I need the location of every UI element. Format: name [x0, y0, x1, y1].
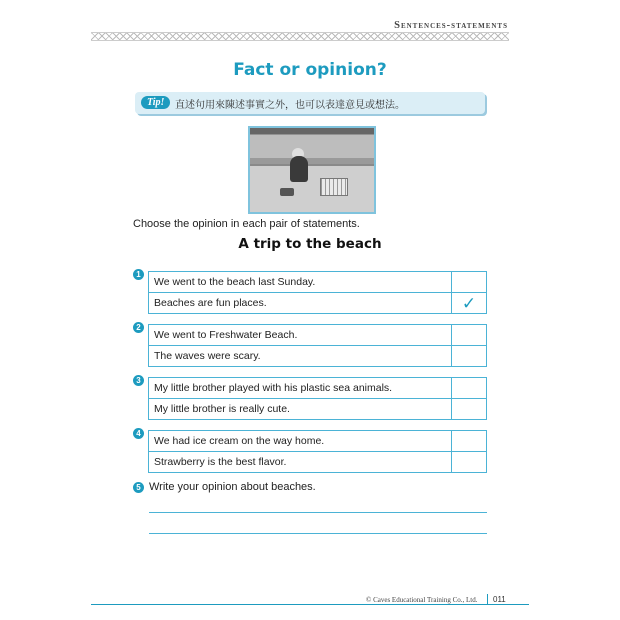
answer-box[interactable]	[452, 272, 487, 293]
statement-text: We went to Freshwater Beach.	[149, 325, 452, 346]
header-decorative-band	[91, 32, 509, 41]
answer-box[interactable]	[452, 346, 487, 367]
answer-box[interactable]	[452, 399, 487, 420]
tip-badge: Tip!	[141, 96, 170, 109]
statement-text: The waves were scary.	[149, 346, 452, 367]
footer-rule	[91, 604, 529, 605]
statement-text: Strawberry is the best flavor.	[149, 452, 452, 473]
question-number-badge: 4	[133, 428, 144, 439]
check-mark-icon: ✓	[461, 293, 477, 313]
question-number-badge: 1	[133, 269, 144, 280]
page-title: Fact or opinion?	[233, 60, 387, 80]
writing-line[interactable]	[149, 512, 487, 513]
statement-row	[149, 399, 487, 420]
photo-bucket	[280, 188, 294, 196]
photo-wave	[250, 158, 374, 164]
tip-text: 直述句用來陳述事實之外，也可以表達意見或想法。	[175, 100, 405, 111]
write-prompt: Write your opinion about beaches.	[149, 481, 316, 493]
question-table	[148, 377, 487, 420]
statement-row	[149, 346, 487, 367]
statement-text: My little brother played with his plastic sea animals.	[149, 378, 452, 399]
answer-box[interactable]	[452, 378, 487, 399]
statement-text: Beaches are fun places.	[149, 293, 452, 314]
instruction-text: Choose the opinion in each pair of statements.	[133, 218, 360, 230]
photo-basket	[320, 178, 348, 196]
statement-row	[149, 431, 487, 452]
statement-row	[149, 452, 487, 473]
statement-text: We went to the beach last Sunday.	[149, 272, 452, 293]
tip-box	[135, 92, 485, 114]
answer-box[interactable]	[452, 293, 487, 314]
question-number-badge: 3	[133, 375, 144, 386]
statement-row	[149, 325, 487, 346]
writing-line[interactable]	[149, 533, 487, 534]
statement-row	[149, 378, 487, 399]
question-table	[148, 324, 487, 367]
question-table	[148, 271, 487, 314]
statement-text: We had ice cream on the way home.	[149, 431, 452, 452]
footer-copyright: © Caves Educational Training Co., Ltd.	[366, 596, 478, 604]
answer-box[interactable]	[452, 452, 487, 473]
question-table	[148, 430, 487, 473]
section-header: Sentences-statements	[394, 20, 508, 31]
footer-separator	[487, 594, 488, 604]
answer-box[interactable]	[452, 325, 487, 346]
question-number-badge: 5	[133, 482, 144, 493]
statement-row	[149, 293, 487, 314]
answer-box[interactable]	[452, 431, 487, 452]
page-number: 011	[493, 595, 506, 604]
question-number-badge: 2	[133, 322, 144, 333]
statement-row	[149, 272, 487, 293]
exercise-subtitle: A trip to the beach	[238, 236, 382, 252]
photo-child	[290, 156, 308, 182]
beach-photo	[248, 126, 376, 214]
statement-text: My little brother is really cute.	[149, 399, 452, 420]
